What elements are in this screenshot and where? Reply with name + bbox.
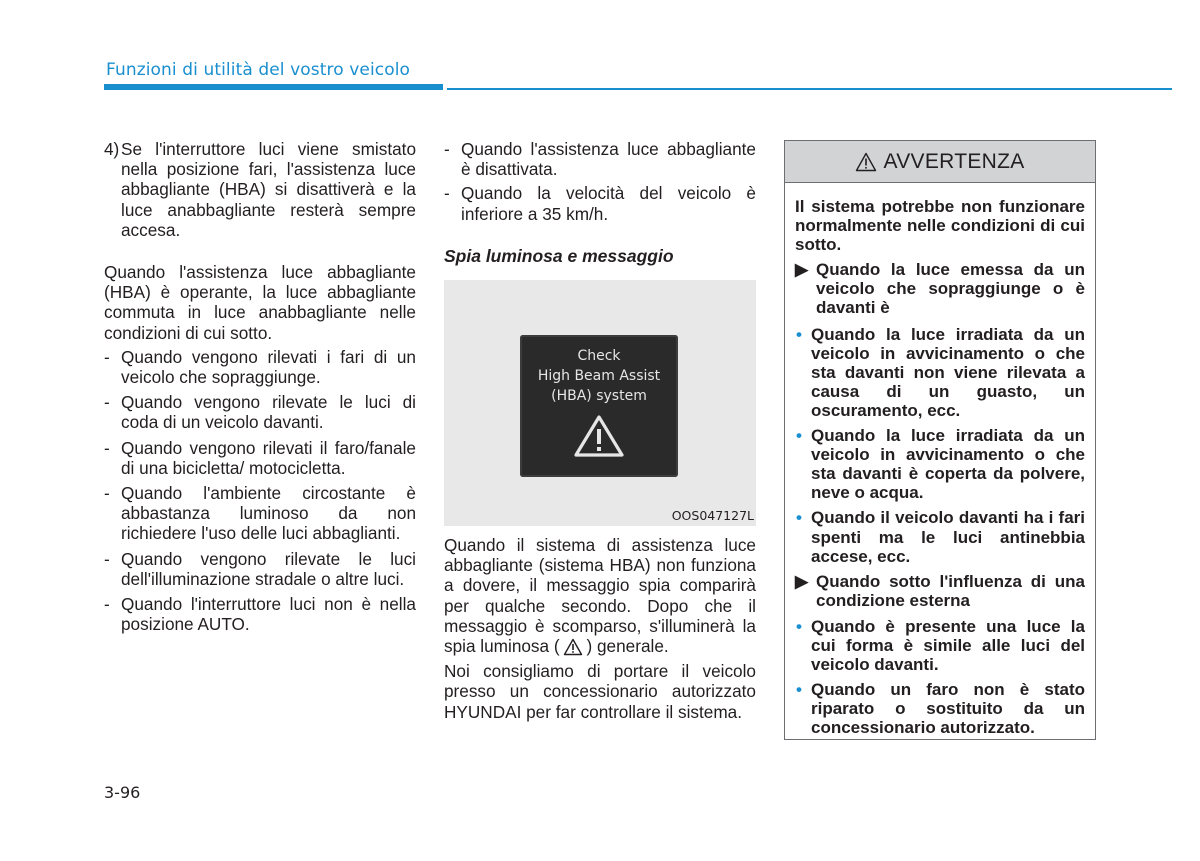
warning-box [784, 140, 1096, 740]
warning-body [785, 183, 1095, 737]
display-line: (HBA) system [551, 388, 647, 405]
list-item: - Quando vengono rilevati il faro/fanale di una bicicletta/ motocicletta. [104, 437, 416, 478]
warning-group: ▶ Quando la luce emessa da un veicolo che sopraggiunge o è davanti è [795, 260, 1085, 318]
paragraph: Noi consigliamo di portare il veicolo presso un concessionario autorizzato HYUNDAI per far controllare il sistema. [444, 661, 756, 722]
figure-code: OOS047127L [671, 507, 754, 523]
warning-header [785, 141, 1095, 183]
list-item: - Quando l'ambiente circostante è abbastanza luminoso da non richiedere l'uso delle luci abbaglianti. [104, 483, 416, 544]
display-line: Check [577, 348, 621, 365]
section-title: Funzioni di utilità del vostro veicolo [106, 60, 411, 80]
column-middle [444, 139, 756, 722]
cluster-message-display [520, 335, 678, 477]
list-item: - Quando vengono rilevate le luci di coda di un veicolo davanti. [104, 392, 416, 433]
warning-bullet: • Quando il veicolo davanti ha i fari spenti ma le luci antinebbia accese, ecc. [796, 508, 1085, 566]
warning-triangle-icon [573, 414, 625, 458]
item-text: Se l'interruttore luci viene smistato nella posizione fari, l'assistenza luce abbagliante (HBA) si disattiverà e la luce anabbagliante resterà sempre accesa. [121, 139, 416, 240]
page-number: 3-96 [104, 783, 141, 802]
header-rule [447, 88, 1172, 90]
paragraph: Quando l'assistenza luce abbagliante (HBA) è operante, la luce abbagliante commuta in luce anabbagliante nelle condizioni di cui sotto. [104, 262, 416, 343]
header-bar [104, 84, 443, 90]
column-left [104, 139, 416, 639]
list-item: - Quando la velocità del veicolo è inferiore a 35 km/h. [444, 183, 756, 224]
paragraph: Quando il sistema di assistenza luce abbagliante (sistema HBA) non funziona a dovere, il messaggio spia comparirà per qualche secondo. Dopo che il messaggio è scomparso, s'illuminerà la spia luminosa ( ) generale. [444, 535, 756, 657]
subheading: Spia luminosa e messaggio [444, 245, 674, 266]
warning-title: AVVERTENZA [883, 149, 1025, 173]
item-number: 4) [104, 139, 120, 159]
display-line: High Beam Assist [537, 368, 661, 385]
warning-bullet: • Quando la luce irradiata da un veicolo in avvicinamento o che sta davanti non viene rilevata a causa di un guasto, un oscuramento, ecc. [796, 324, 1085, 420]
warning-bullet: • Quando la luce irradiata da un veicolo in avvicinamento o che sta davanti è coperta da polvere, neve o acqua. [796, 426, 1085, 503]
list-item: - Quando l'assistenza luce abbagliante è disattivata. [444, 139, 756, 180]
indicator-figure [444, 280, 756, 526]
warning-group: ▶ Quando sotto l'influenza di una condizione esterna [795, 571, 1085, 610]
warning-intro: Il sistema potrebbe non funzionare normalmente nelle condizioni di cui sotto. [795, 197, 1085, 255]
numbered-item-4 [104, 139, 416, 240]
list-item: - Quando l'interruttore luci non è nella posizione AUTO. [104, 594, 416, 635]
list-item: - Quando vengono rilevate le luci dell'illuminazione stradale o altre luci. [104, 548, 416, 589]
warning-triangle-icon [855, 152, 877, 172]
warning-triangle-icon [563, 638, 583, 656]
warning-bullet: • Quando è presente una luce la cui forma è simile alle luci del veicolo davanti. [796, 616, 1085, 675]
list-item: - Quando vengono rilevati i fari di un veicolo che sopraggiunge. [104, 346, 416, 388]
warning-bullet: • Quando un faro non è stato riparato o sostituito da un concessionario autorizzato. [796, 680, 1085, 738]
